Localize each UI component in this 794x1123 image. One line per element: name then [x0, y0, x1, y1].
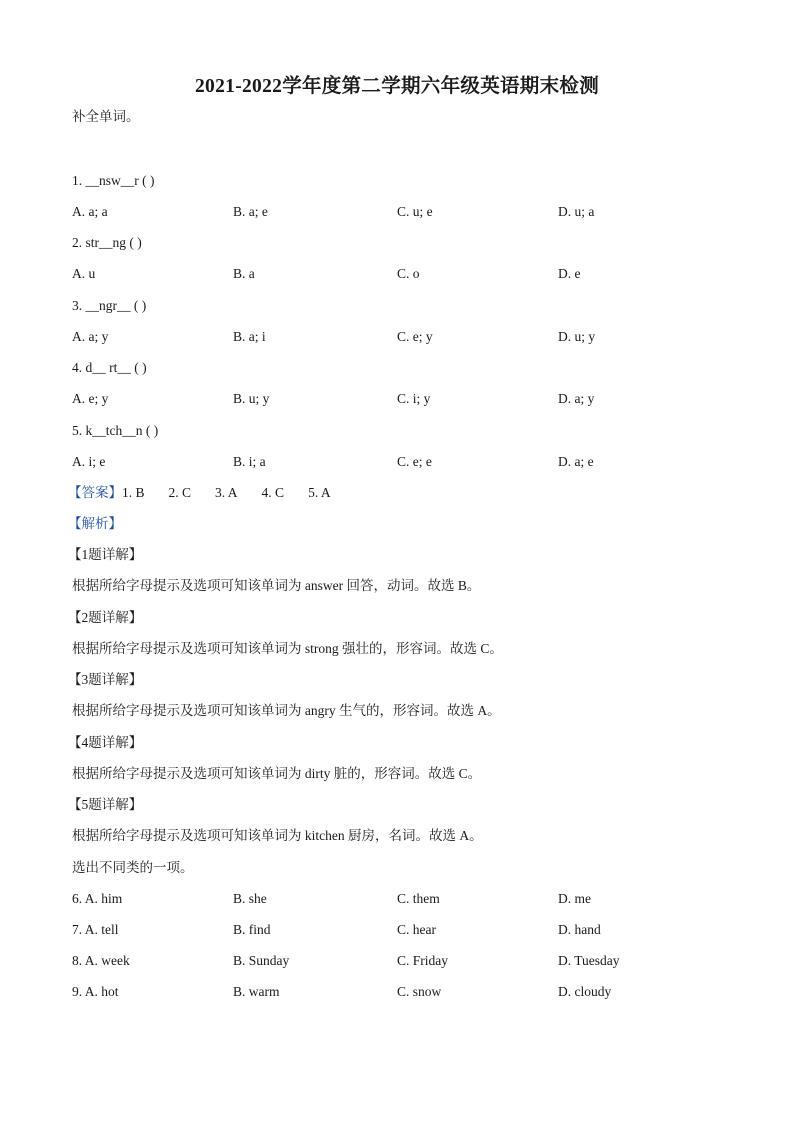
- option-a: 8. A. week: [72, 953, 130, 968]
- option-a: A. a; a: [72, 204, 108, 219]
- options-row: [72, 890, 732, 908]
- option-d: D. cloudy: [558, 984, 612, 999]
- options-row: [72, 390, 732, 408]
- option-c: C. o: [397, 266, 420, 281]
- question-stem: 2. str__ng ( ): [72, 235, 142, 250]
- answer-item: 4. C: [261, 485, 285, 500]
- options-row: [72, 265, 732, 283]
- answer-label: 【答案】: [68, 485, 122, 500]
- option-b: B. find: [233, 922, 271, 937]
- page-title: 2021-2022学年度第二学期六年级英语期末检测: [195, 76, 599, 97]
- option-a: 9. A. hot: [72, 984, 119, 999]
- option-b: B. warm: [233, 984, 280, 999]
- option-b: B. Sunday: [233, 953, 290, 968]
- option-d: D. a; y: [558, 391, 595, 406]
- detail-heading: 【5题详解】: [68, 797, 143, 812]
- option-d: D. u; a: [558, 204, 595, 219]
- detail-heading: 【4题详解】: [68, 735, 143, 750]
- detail-text: 根据所给字母提示及选项可知该单词为 answer 回答，动词。故选 B。: [72, 578, 481, 593]
- options-row: [72, 328, 732, 346]
- option-b: B. a; i: [233, 329, 266, 344]
- option-c: C. them: [397, 891, 440, 906]
- options-row: [72, 952, 732, 970]
- option-c: C. i; y: [397, 391, 431, 406]
- option-b: B. u; y: [233, 391, 270, 406]
- option-b: B. a; e: [233, 204, 268, 219]
- option-a: 7. A. tell: [72, 922, 119, 937]
- option-c: C. snow: [397, 984, 442, 999]
- option-d: D. e: [558, 266, 581, 281]
- option-c: C. Friday: [397, 953, 449, 968]
- option-a: A. u: [72, 266, 96, 281]
- detail-heading: 【3题详解】: [68, 672, 143, 687]
- answer-item: 3. A: [215, 485, 238, 500]
- options-row: [72, 453, 732, 471]
- answer-item: 1. B: [122, 485, 145, 500]
- option-d: D. me: [558, 891, 591, 906]
- question-stem: 1. __nsw__r ( ): [72, 173, 155, 188]
- option-d: D. u; y: [558, 329, 596, 344]
- option-d: D. a; e: [558, 454, 594, 469]
- options-row: [72, 203, 732, 221]
- question-stem: 3. __ngr__ ( ): [72, 298, 147, 313]
- option-a: 6. A. him: [72, 891, 123, 906]
- option-b: B. a: [233, 266, 255, 281]
- option-b: B. she: [233, 891, 267, 906]
- option-c: C. e; y: [397, 329, 433, 344]
- option-c: C. e; e: [397, 454, 432, 469]
- option-a: A. e; y: [72, 391, 109, 406]
- detail-text: 根据所给字母提示及选项可知该单词为 dirty 脏的，形容词。故选 C。: [72, 766, 482, 781]
- detail-text: 根据所给字母提示及选项可知该单词为 kitchen 厨房，名词。故选 A。: [72, 828, 483, 843]
- option-d: D. Tuesday: [558, 953, 620, 968]
- detail-text: 根据所给字母提示及选项可知该单词为 angry 生气的，形容词。故选 A。: [72, 703, 501, 718]
- option-a: A. a; y: [72, 329, 109, 344]
- option-c: C. hear: [397, 922, 436, 937]
- question-stem: 4. d__ rt__ ( ): [72, 360, 147, 375]
- question-stem: 5. k__tch__n ( ): [72, 423, 159, 438]
- analysis-label: 【解析】: [68, 516, 122, 531]
- option-b: B. i; a: [233, 454, 266, 469]
- section1-instruction: 补全单词。: [72, 109, 140, 124]
- detail-text: 根据所给字母提示及选项可知该单词为 strong 强壮的，形容词。故选 C。: [72, 641, 503, 656]
- detail-heading: 【2题详解】: [68, 610, 143, 625]
- detail-heading: 【1题详解】: [68, 547, 143, 562]
- option-a: A. i; e: [72, 454, 106, 469]
- section2-instruction: 选出不同类的一项。: [72, 860, 194, 875]
- answer-item: 5. A: [308, 485, 331, 500]
- options-row: [72, 983, 732, 1001]
- option-c: C. u; e: [397, 204, 433, 219]
- options-row: [72, 921, 732, 939]
- answer-line: [68, 484, 355, 502]
- answer-item: 2. C: [168, 485, 192, 500]
- option-d: D. hand: [558, 922, 601, 937]
